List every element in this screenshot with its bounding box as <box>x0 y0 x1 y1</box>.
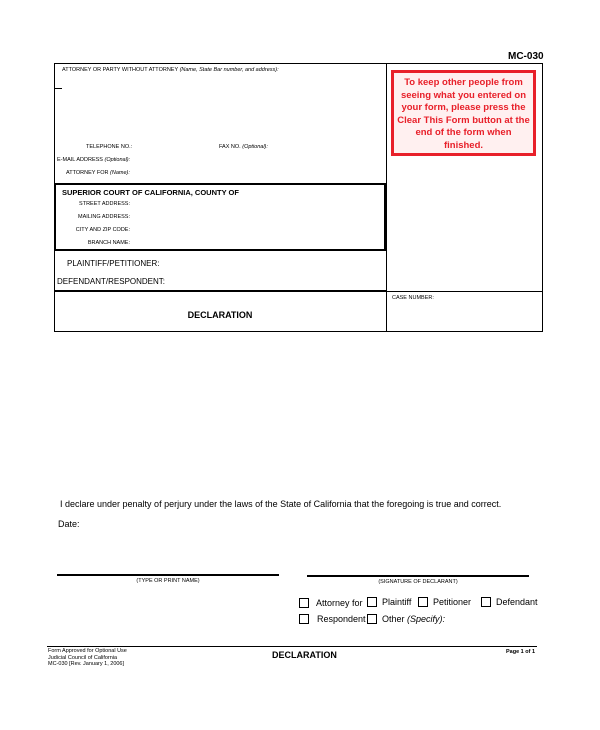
footer-line: MC-030 [Rev. January 1, 2006] <box>48 661 125 667</box>
declaration-statement: I declare under penalty of perjury under the laws of the State of California that the foregoing is true and correct. <box>60 499 502 509</box>
footer-divider <box>47 646 537 647</box>
telephone-label: TELEPHONE NO.: <box>86 144 133 150</box>
city-label: CITY AND ZIP CODE: <box>75 227 130 233</box>
footer-line: Form Approved for Optional Use <box>48 648 127 654</box>
court-title: SUPERIOR COURT OF CALIFORNIA, COUNTY OF <box>62 188 239 197</box>
checkbox-attorney-for[interactable] <box>299 598 363 608</box>
privacy-notice: To keep other people from seeing what you entered on your form, please press the Clear This Form button at the end of the form when finished. <box>391 70 536 156</box>
checkbox[interactable] <box>418 597 428 607</box>
defendant-label: DEFENDANT/RESPONDENT: <box>57 277 166 286</box>
page-number: Page 1 of 1 <box>506 649 536 655</box>
type-name-label: (TYPE OR PRINT NAME) <box>136 578 200 584</box>
signature-label: (SIGNATURE OF DECLARANT) <box>378 579 458 585</box>
branch-label: BRANCH NAME: <box>87 240 130 246</box>
form-number: MC-030 <box>508 51 544 62</box>
checkbox-other[interactable] <box>367 614 445 624</box>
case-number-label: CASE NUMBER: <box>392 295 434 301</box>
checkbox[interactable] <box>299 614 309 624</box>
option-label: Attorney for <box>316 598 363 608</box>
signature-line[interactable] <box>307 575 529 577</box>
fax-label: FAX NO. (Optional): <box>219 144 268 150</box>
street-label: STREET ADDRESS: <box>79 201 130 207</box>
option-label: Defendant <box>496 597 538 607</box>
option-label: Petitioner <box>433 597 472 607</box>
option-label: Plaintiff <box>382 597 412 607</box>
plaintiff-label: PLAINTIFF/PETITIONER: <box>67 259 160 268</box>
checkbox-plaintiff[interactable] <box>367 597 411 607</box>
email-label: E-MAIL ADDRESS (Optional): <box>57 157 131 163</box>
footer-line: Judicial Council of California <box>48 654 118 661</box>
date-label: Date: <box>58 519 80 529</box>
checkbox[interactable] <box>367 597 377 607</box>
option-label: Other <box>382 614 405 624</box>
text-cursor[interactable] <box>55 88 62 89</box>
document-title: DECLARATION <box>187 310 253 320</box>
divider <box>54 290 386 292</box>
footer-title: DECLARATION <box>272 650 337 660</box>
option-label: Respondent <box>317 614 366 624</box>
checkbox[interactable] <box>367 614 377 624</box>
attorney-for-label: ATTORNEY FOR (Name): <box>66 170 130 176</box>
mailing-label: MAILING ADDRESS: <box>78 214 130 220</box>
name-line[interactable] <box>57 574 279 576</box>
option-note: (Specify): <box>407 614 446 624</box>
checkbox-petitioner[interactable] <box>418 597 471 607</box>
checkbox-defendant[interactable] <box>481 597 538 607</box>
checkbox-respondent[interactable] <box>299 614 366 624</box>
checkbox[interactable] <box>299 598 309 608</box>
checkbox[interactable] <box>481 597 491 607</box>
footer-info <box>48 648 127 668</box>
attorney-label: ATTORNEY OR PARTY WITHOUT ATTORNEY (Name, State Bar number, and address): <box>62 67 279 73</box>
